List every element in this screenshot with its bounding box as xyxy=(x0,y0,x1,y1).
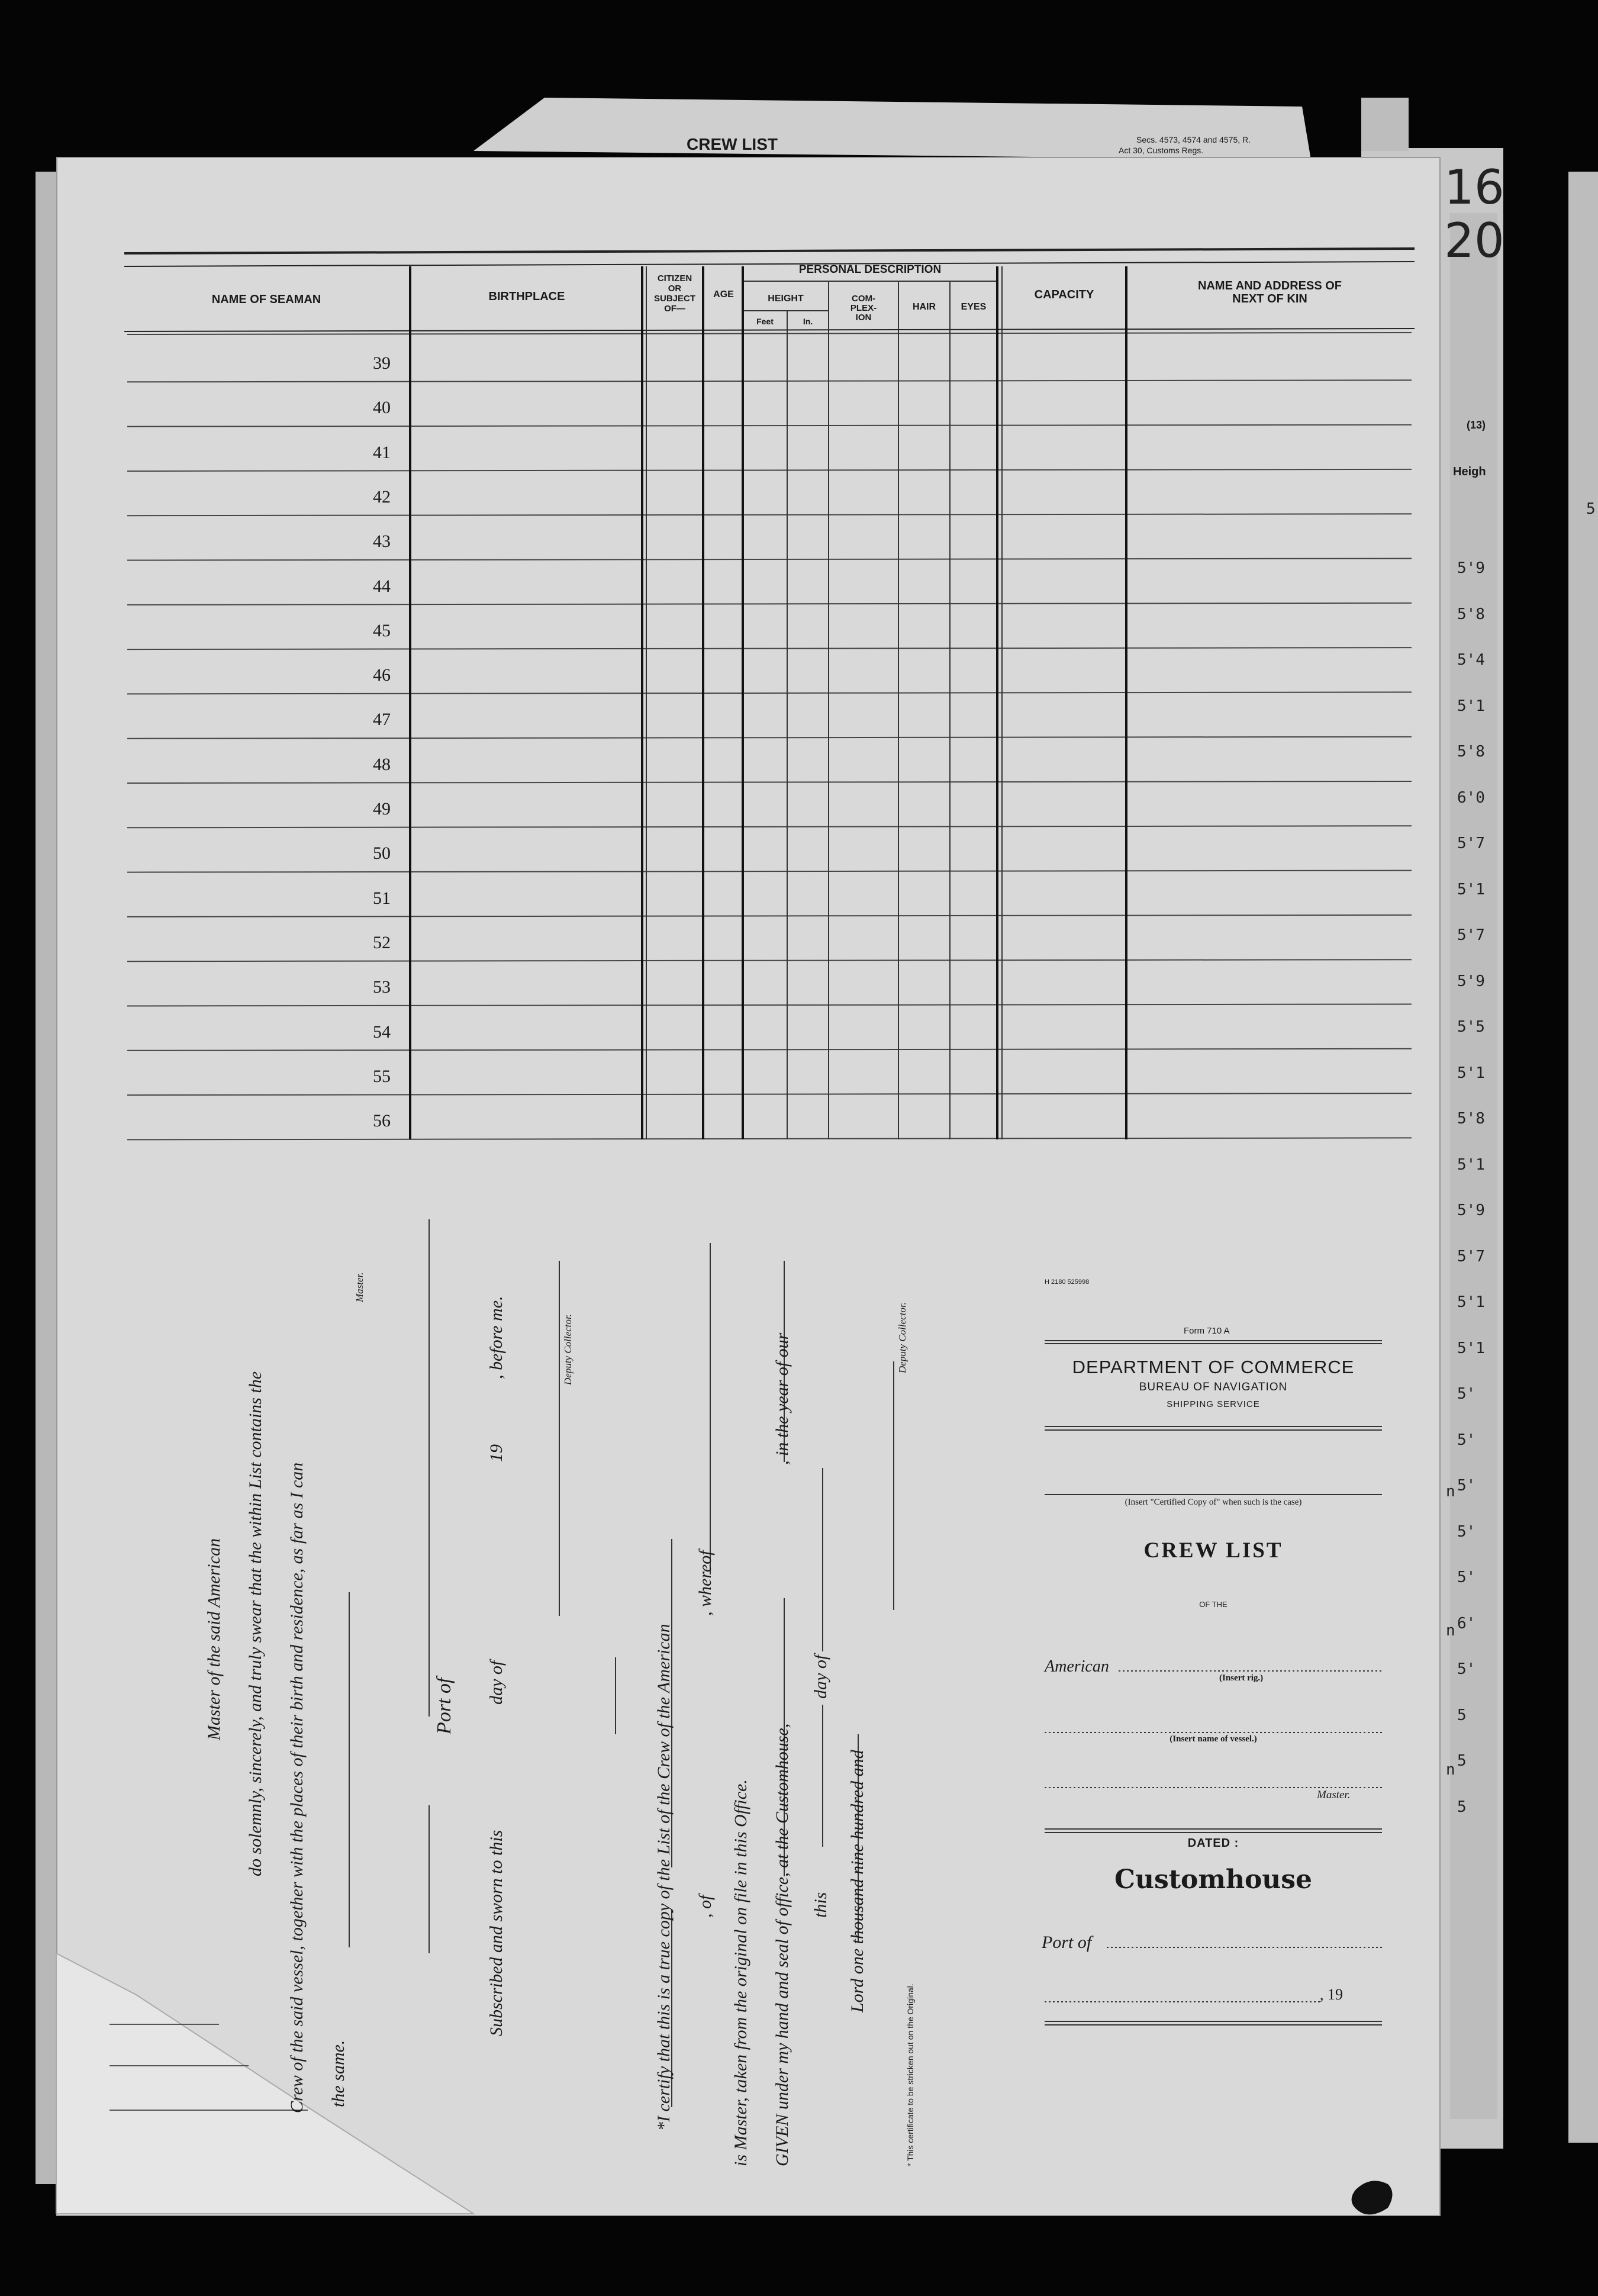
col-next-of-kin-line-2: NEXT OF KIN xyxy=(1232,292,1307,305)
back-sheet-statute-2: Act 30, Customs Regs. xyxy=(1119,146,1204,155)
row-number: 52 xyxy=(373,932,391,952)
row-number: 43 xyxy=(373,532,391,552)
right-sheet-height: 5' xyxy=(1457,1522,1476,1541)
col-citizen-line-3: SUBJECT xyxy=(653,294,695,304)
right-sheet-number-1: 16 xyxy=(1444,160,1504,215)
row-number: 50 xyxy=(373,843,391,864)
row-number: 49 xyxy=(373,799,391,819)
col-birthplace: BIRTHPLACE xyxy=(488,290,565,303)
col-feet: Feet xyxy=(756,317,774,326)
oath-before-me: , before me. xyxy=(487,1296,506,1379)
right-sheet-height: 5'9 xyxy=(1457,559,1485,577)
col-citizen-line-4: OF— xyxy=(664,304,685,314)
right-sheet-height: 5' xyxy=(1457,1569,1476,1586)
col-next-of-kin-line-1: NAME AND ADDRESS OF xyxy=(1198,279,1342,292)
row-number: 54 xyxy=(373,1022,391,1042)
row-number: 44 xyxy=(373,576,391,596)
form-american: American xyxy=(1045,1657,1109,1676)
right-sheet-height: 5'1 xyxy=(1457,1339,1485,1357)
right-sheet-height: 5' xyxy=(1457,1660,1476,1678)
right-sheet-letter-1: n xyxy=(1446,1483,1455,1500)
oath-line-3: Crew of the said vessel, together with the places of their birth and residence, as far as I can xyxy=(287,1462,307,2113)
row-number: 42 xyxy=(373,487,391,507)
form-bureau: BUREAU OF NAVIGATION xyxy=(1139,1381,1288,1393)
form-insert-vessel: (Insert name of vessel.) xyxy=(1169,1734,1257,1744)
form-nineteen: , 19 xyxy=(1320,1986,1343,2003)
cert-day-of: day of xyxy=(811,1654,830,1699)
cert-lord: Lord one thousand nine hundred and xyxy=(848,1750,867,2012)
form-customhouse: Customhouse xyxy=(1114,1865,1313,1895)
right-sheet-height: 5 xyxy=(1457,1706,1467,1724)
col-capacity: CAPACITY xyxy=(1034,288,1094,301)
right-sheet-letter-2: n xyxy=(1446,1622,1455,1640)
row-number: 47 xyxy=(373,710,391,730)
cert-line-1: *I certify that this is a true copy of the List of the Crew of the American xyxy=(654,1624,674,2131)
cert-this: this xyxy=(811,1892,830,1918)
cert-in-year: , in the year of our xyxy=(772,1332,792,1465)
row-number: 46 xyxy=(373,665,391,685)
right-sheet-number-2: 20 xyxy=(1444,213,1504,268)
oath-nineteen: 19 xyxy=(487,1444,506,1462)
right-sheet-height: 5'8 xyxy=(1457,743,1485,761)
col-inches: In. xyxy=(803,317,813,326)
right-sheet-height: 5'8 xyxy=(1457,605,1485,623)
right-sheet-height: 5 xyxy=(1457,1798,1467,1816)
col-complexion-line-2: PLEX- xyxy=(850,303,877,313)
form-insert-rig: (Insert rig.) xyxy=(1219,1673,1264,1683)
right-sheet-height: 5' xyxy=(1457,1431,1476,1449)
cert-of: , of xyxy=(695,1895,715,1918)
right-sheet-col-num: (13) xyxy=(1467,419,1486,431)
form-department: DEPARTMENT OF COMMERCE xyxy=(1072,1357,1355,1377)
col-hair: HAIR xyxy=(912,302,936,312)
cert-whereof: , whereof xyxy=(695,1550,715,1616)
right-sheet-height: 5'7 xyxy=(1457,835,1485,852)
right-sheet-height: 5'9 xyxy=(1457,1202,1485,1219)
form-of-the: OF THE xyxy=(1199,1600,1228,1609)
row-number: 55 xyxy=(373,1066,391,1086)
right-sheet-height: 5' xyxy=(1457,1477,1476,1495)
row-number: 48 xyxy=(373,754,391,774)
oath-deputy-collector: Deputy Collector. xyxy=(562,1314,574,1385)
form-insert-certified: (Insert "Certified Copy of" when such is the case) xyxy=(1125,1498,1302,1507)
col-height: HEIGHT xyxy=(768,294,804,304)
form-print-code: H 2180 525998 xyxy=(1045,1279,1090,1286)
row-number: 45 xyxy=(373,620,391,640)
oath-line-2: do solemnly, sincerely, and truly swear that the within List contains the xyxy=(246,1371,265,1876)
form-service: SHIPPING SERVICE xyxy=(1167,1399,1260,1409)
col-citizen-line-1: CITIZEN xyxy=(657,273,692,284)
right-sheet-col-label: Heigh xyxy=(1453,465,1486,478)
oath-subscribed: Subscribed and sworn to this xyxy=(487,1830,506,2036)
col-age: AGE xyxy=(713,289,734,300)
right-sheet-letter-3: n xyxy=(1446,1761,1455,1779)
right-sheet-height: 5 xyxy=(1586,500,1596,518)
oath-master-label: Master. xyxy=(354,1272,365,1302)
row-number: 56 xyxy=(373,1111,391,1131)
col-personal-description: PERSONAL DESCRIPTION xyxy=(798,263,942,276)
cert-line-3: GIVEN under my hand and seal of office, at the Customhouse, xyxy=(772,1723,792,2166)
oath-master-of: Master of the said American xyxy=(204,1538,224,1740)
right-sheet-height: 5'1 xyxy=(1457,1064,1485,1082)
row-number: 53 xyxy=(373,977,391,997)
cert-footnote: * This certificate to be stricken out on the Original. xyxy=(906,1983,915,2166)
right-sheet-height: 5'5 xyxy=(1457,1018,1485,1036)
row-number: 39 xyxy=(373,353,391,373)
form-port-of: Port of xyxy=(1042,1933,1092,1952)
right-sheet-height: 5'9 xyxy=(1457,972,1485,990)
form-master: Master. xyxy=(1317,1789,1351,1801)
col-name-of-seaman: NAME OF SEAMAN xyxy=(211,293,321,306)
col-eyes: EYES xyxy=(961,302,987,312)
col-complexion-line-1: COM- xyxy=(852,294,875,304)
right-sheet-height: 5'4 xyxy=(1457,651,1485,669)
form-number: Form 710 A xyxy=(1184,1326,1230,1336)
right-sheet-height: 5'1 xyxy=(1457,697,1485,715)
right-sheet-height: 5'7 xyxy=(1457,926,1485,944)
row-number: 51 xyxy=(373,888,391,908)
row-number: 40 xyxy=(373,398,391,418)
col-complexion-line-3: ION xyxy=(855,313,872,323)
oath-line-4: the same. xyxy=(328,2040,348,2107)
right-sheet-height: 5'1 xyxy=(1457,1155,1485,1174)
form-dated: DATED : xyxy=(1187,1837,1239,1850)
row-number: 41 xyxy=(373,442,391,462)
right-sheet-height: 6'0 xyxy=(1457,788,1485,807)
right-sheet-height: 6' xyxy=(1457,1614,1476,1632)
back-sheet-title: CREW LIST xyxy=(687,135,778,153)
right-sheet-height: 5'1 xyxy=(1457,1293,1485,1311)
right-sheet-height: 5'7 xyxy=(1457,1247,1485,1265)
oath-day-of: day of xyxy=(487,1660,506,1705)
back-sheet-statute: Secs. 4573, 4574 and 4575, R. xyxy=(1136,135,1251,144)
right-sheet-height: 5'1 xyxy=(1457,880,1485,899)
form-title: CREW LIST xyxy=(1143,1538,1283,1563)
right-sheet-height: 5' xyxy=(1457,1385,1476,1403)
col-citizen-line-2: OR xyxy=(668,284,682,294)
right-sheet-height: 5'8 xyxy=(1457,1110,1485,1128)
right-sheet-height: 5 xyxy=(1457,1752,1467,1770)
oath-port-of: Port of xyxy=(433,1677,455,1734)
cert-line-2: is Master, taken from the original on file in this Office. xyxy=(731,1779,750,2166)
cert-deputy-collector: Deputy Collector. xyxy=(897,1302,908,1373)
